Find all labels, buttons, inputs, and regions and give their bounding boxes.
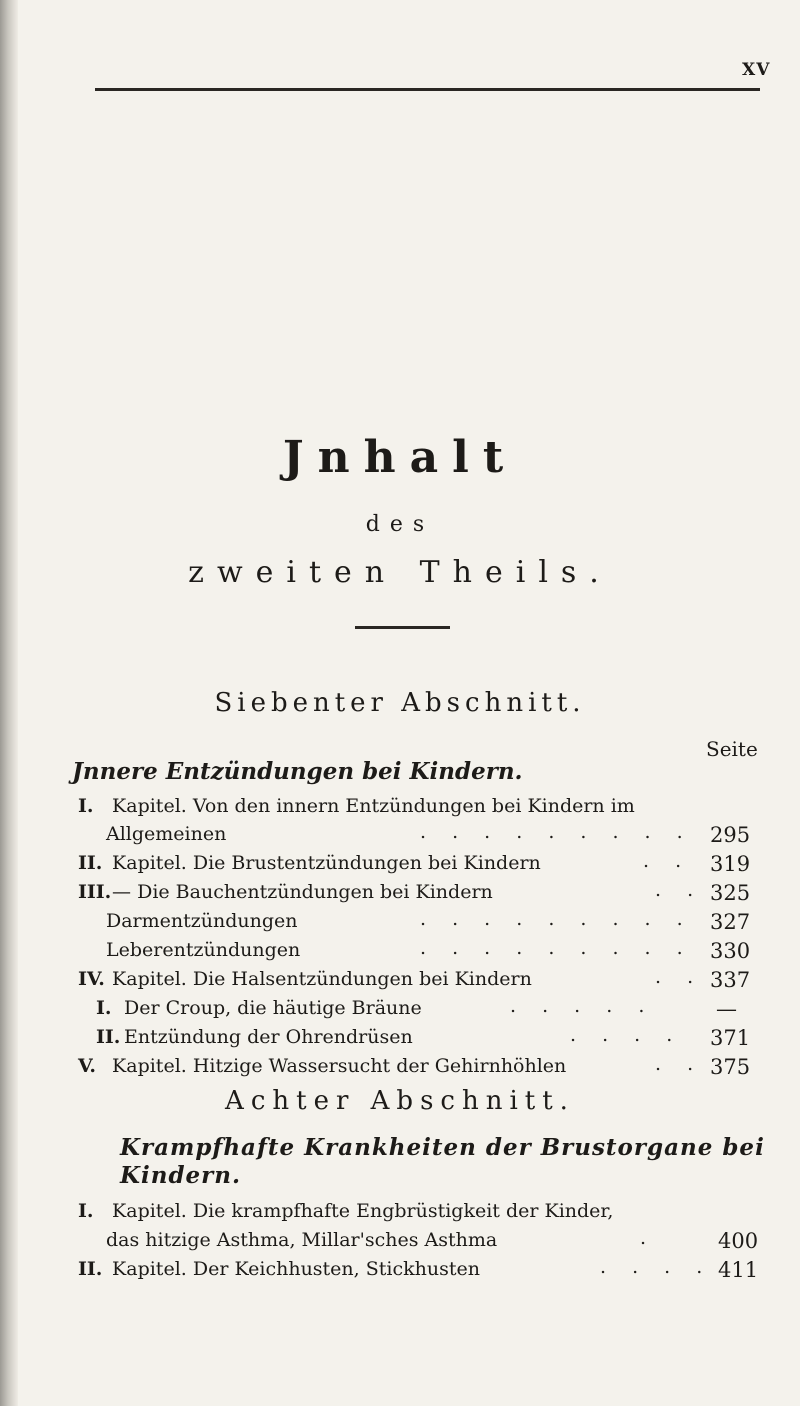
entry-text: das hitzige Asthma, Millar'sches Asthma (106, 1229, 498, 1251)
section7-part-heading: Jnnere Entzündungen bei Kindern. (72, 758, 523, 785)
toc-entry (78, 881, 493, 903)
leader-dots: . (640, 1227, 657, 1249)
entry-text: Der Croup, die häutige Bräune (124, 997, 422, 1019)
entry-number: I. (78, 1200, 94, 1222)
entry-page: 325 (710, 881, 751, 905)
toc-entry (96, 1026, 413, 1048)
section8-part-heading-cont: Kindern. (120, 1162, 242, 1189)
leader-dots: . . . . . . . . . (420, 937, 693, 959)
entry-page: 319 (710, 852, 751, 876)
leader-dots: . . . . . . . . . (420, 908, 693, 930)
entry-text: Kapitel. Die krampfhafte Engbrüstigkeit der Kinder, (112, 1200, 614, 1222)
entry-text: Kapitel. Die Halsentzündungen bei Kindern (112, 968, 532, 990)
seite-label: Seite (706, 737, 758, 761)
entry-text: Allgemeinen (106, 823, 227, 845)
toc-entry (106, 823, 226, 845)
page-title: Jnhalt (282, 432, 518, 483)
entry-page: 337 (710, 968, 751, 992)
entry-number: III. (78, 881, 112, 903)
toc-entry (78, 1200, 613, 1222)
subtitle-zweiten: zweiten Theils. (188, 555, 612, 590)
title-rule (355, 626, 450, 629)
leader-dots: . . (655, 879, 704, 901)
entry-text: Leberentzündungen (106, 939, 301, 961)
toc-entry (78, 1055, 566, 1077)
entry-text: — Die Bauchentzündungen bei Kindern (112, 881, 493, 903)
leader-dots: . . . . (570, 1024, 683, 1046)
leader-dots: . . . . (600, 1256, 713, 1278)
entry-page: 327 (710, 910, 751, 934)
entry-page: 371 (710, 1026, 751, 1050)
entry-page: 400 (718, 1229, 759, 1253)
leader-dots: . . (655, 1053, 704, 1075)
entry-text: Darmentzündungen (106, 910, 298, 932)
toc-entry (78, 795, 635, 817)
entry-page: 411 (718, 1258, 759, 1282)
entry-page: 330 (710, 939, 751, 963)
entry-text: Kapitel. Hitzige Wassersucht der Gehirnhöhlen (112, 1055, 567, 1077)
leader-dots: . . (655, 966, 704, 988)
entry-text: Kapitel. Der Keichhusten, Stickhusten (112, 1258, 480, 1280)
toc-entry (96, 997, 422, 1019)
entry-text: Kapitel. Von den innern Entzündungen bei Kindern im (112, 795, 635, 817)
header-rule (95, 88, 760, 91)
entry-number: V. (78, 1055, 97, 1077)
toc-entry (106, 910, 298, 932)
entry-number: IV. (78, 968, 105, 990)
leader-dots: . . . . . . . . . (420, 821, 693, 843)
section7-heading: Siebenter Abschnitt. (214, 688, 586, 718)
page-number: XV (742, 60, 771, 80)
entry-number: II. (78, 1258, 103, 1280)
entry-text: Entzündung der Ohrendrüsen (124, 1026, 413, 1048)
subtitle-des: des (365, 512, 435, 537)
leader-dots: . . . . . (510, 995, 655, 1017)
entry-page: 375 (710, 1055, 751, 1079)
entry-number: II. (78, 852, 103, 874)
entry-number: II. (96, 1026, 121, 1048)
section8-part-heading: Krampfhafte Krankheiten der Brustorgane bei (120, 1134, 765, 1161)
toc-entry (106, 1229, 497, 1251)
toc-entry (78, 852, 541, 874)
entry-page: — (716, 997, 737, 1021)
toc-entry (78, 968, 532, 990)
entry-text: Kapitel. Die Brustentzündungen bei Kindern (112, 852, 541, 874)
entry-number: I. (96, 997, 112, 1019)
entry-number: I. (78, 795, 94, 817)
section8-heading: Achter Abschnitt. (225, 1086, 575, 1116)
toc-entry (78, 1258, 480, 1280)
leader-dots: . . (643, 850, 692, 872)
entry-page: 295 (710, 823, 751, 847)
toc-entry (106, 939, 300, 961)
